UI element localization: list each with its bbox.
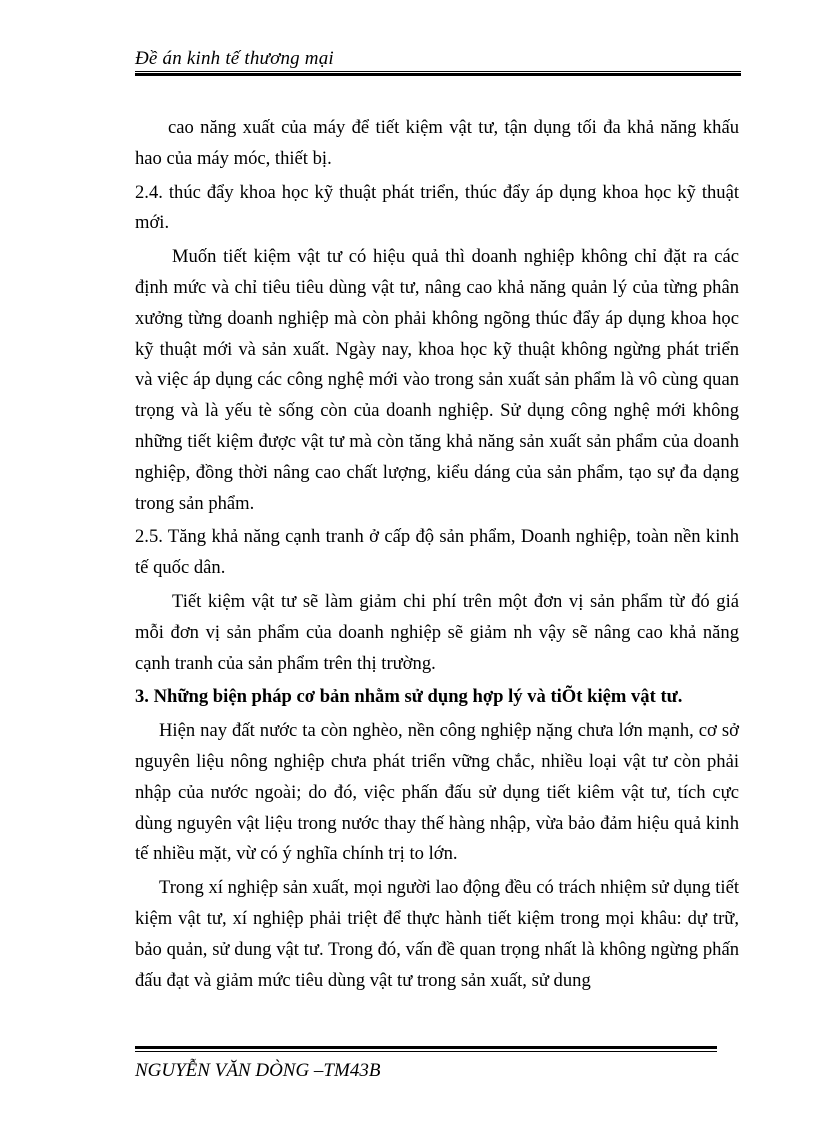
header-rule-thin: [135, 71, 741, 72]
paragraph-4: 2.5. Tăng khả năng cạnh tranh ở cấp độ sản phẩm, Doanh nghiệp, toàn nền kinh tế quốc dân.: [135, 526, 739, 579]
paragraph-1: cao năng xuất của máy để tiết kiệm vật tư, tận dụng tối đa khả năng khấu hao của máy móc, thiết bị.: [135, 117, 739, 169]
paragraph-5: Tiết kiệm vật tư sẽ làm giảm chi phí trên một đơn vị sản phẩm từ đó giá mỗi đơn vị sản phẩm của doanh nghiệp sẽ giảm nh vậy sẽ nâng cao khả năng cạnh tranh của sản phẩm trên thị trường.: [135, 590, 739, 674]
section-heading: 3. Những biện pháp cơ bản nhằm sử dụng hợp lý và tiÕt kiệm vật tư.: [135, 686, 683, 708]
footer-rule-thick: [135, 1046, 717, 1049]
footer-rule-thin: [135, 1051, 717, 1052]
header-rule-thick: [135, 73, 741, 76]
paragraph-6: Hiện nay đất nước ta còn nghèo, nền công nghiệp nặng chưa lớn mạnh, cơ sở nguyên liệu nông nghiệp chưa phát triển vững chắc, nhiều loại vật tư còn phải nhập của nước ngoài; do đó, việc phấn đấu sử dụng tiết kiêm vật tư, tích cực dùng nguyên vật liệu trong nước thay thế hàng nhập, vừa bảo đảm hiệu quả kinh tế nhiều mặt, vừ có ý nghĩa chính trị to lớn.: [135, 720, 739, 865]
paragraph-2: 2.4. thúc đẩy khoa học kỹ thuật phát triển, thúc đẩy áp dụng khoa học kỹ thuật mới.: [135, 181, 739, 234]
footer-author: NGUYỄN VĂN DÒNG –TM43B: [135, 1060, 381, 1081]
header-title: Đề án kinh tế thương mại: [135, 48, 334, 69]
document-body: [135, 113, 739, 996]
paragraph-7: Trong xí nghiệp sản xuất, mọi người lao động đều có trách nhiệm sử dụng tiết kiệm vật tư, xí nghiệp phải triệt để thực hành tiết kiệm trong mọi khâu: dự trữ, bảo quản, sử dung vật tư. Trong đó, vấn đề quan trọng nhất là không ngừng phấn đấu đạt và giảm mức tiêu dùng vật tư trong sản xuất, sử dung: [135, 877, 739, 991]
paragraph-3: Muốn tiết kiệm vật tư có hiệu quả thì doanh nghiệp không chỉ đặt ra các định mức và chỉ tiêu tiêu dùng vật tư, nâng cao khả năng quản lý của từng phân xưởng từng doanh nghiệp mà còn phải không ngõng thúc đẩy áp dụng khoa học kỹ thuật mới và sản xuất. Ngày nay, khoa học kỹ thuật không ngừng phát triển và việc áp dụng các công nghệ mới vào trong sản xuất sản phẩm là vô cùng quan trọng và là yếu tè sống còn của doanh nghiệp. Sử dụng công nghệ mới không những tiết kiệm được vật tư mà còn tăng khả năng sản xuất sản phẩm của doanh nghiệp, đồng thời nâng cao chất lượng, kiểu dáng của sản phẩm, tạo sự đa dạng trong sản phẩm.: [135, 246, 739, 514]
